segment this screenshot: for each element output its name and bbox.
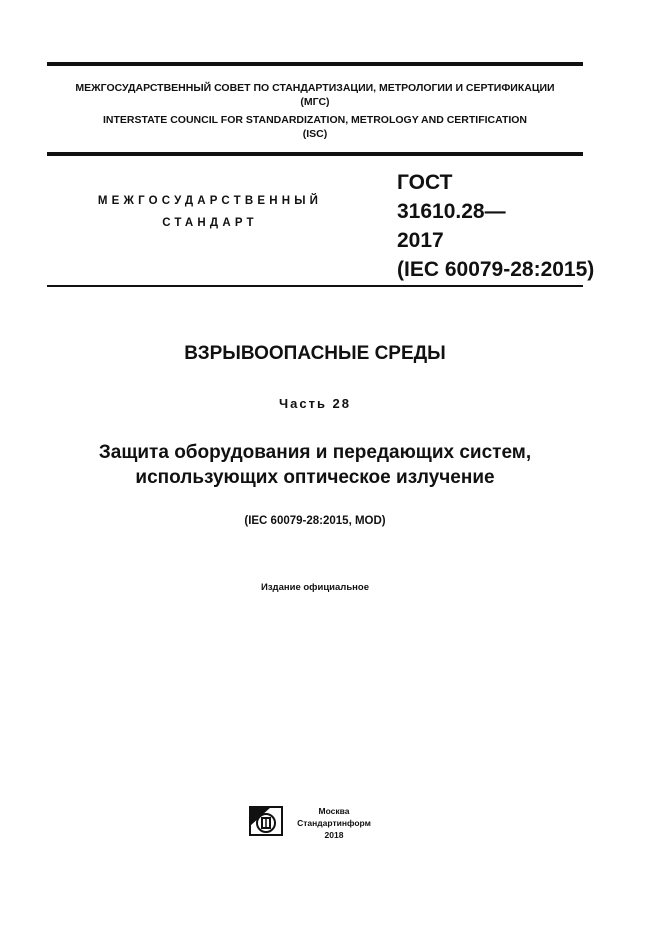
gost-designation [397, 168, 597, 284]
designation-rule [47, 285, 583, 287]
council-header [47, 81, 583, 141]
gost-label: ГОСТ [397, 171, 453, 194]
gost-iec-ref: (IEC 60079-28:2015) [397, 258, 595, 281]
council-en: INTERSTATE COUNCIL FOR STANDARDIZATION, METROLOGY AND CERTIFICATION [102, 114, 528, 126]
council-ru-abbr: (МГС) [300, 96, 330, 108]
standard-type-line2: СТАНДАРТ [162, 217, 258, 229]
council-rule [47, 152, 583, 156]
standartinform-logo-icon [249, 806, 283, 836]
document-title: ВЗРЫВООПАСНЫЕ СРЕДЫ [184, 343, 446, 364]
official-edition: Издание официальное [261, 582, 369, 593]
gost-number: 31610.28— [397, 200, 506, 223]
subtitle-line2: использующих оптическое излучение [135, 467, 495, 488]
top-rule [47, 62, 583, 66]
publisher-city: Москва [318, 806, 350, 816]
gost-year: 2017 [397, 229, 444, 252]
council-ru: МЕЖГОСУДАРСТВЕННЫЙ СОВЕТ ПО СТАНДАРТИЗАЦИИ, МЕТРОЛОГИИ И СЕРТИФИКАЦИИ [75, 82, 555, 94]
standard-type [60, 190, 360, 234]
publisher-year: 2018 [324, 830, 344, 840]
publisher-imprint [294, 805, 374, 841]
standard-type-line1: МЕЖГОСУДАРСТВЕННЫЙ [97, 195, 323, 207]
subtitle-line1: Защита оборудования и передающих систем, [98, 442, 532, 463]
part-number: Часть 28 [278, 396, 352, 411]
iec-modification: (IEC 60079-28:2015, MOD) [244, 515, 386, 527]
document-subtitle [47, 440, 583, 490]
council-en-abbr: (ISC) [302, 128, 328, 140]
publisher-name: Стандартинформ [297, 818, 371, 828]
